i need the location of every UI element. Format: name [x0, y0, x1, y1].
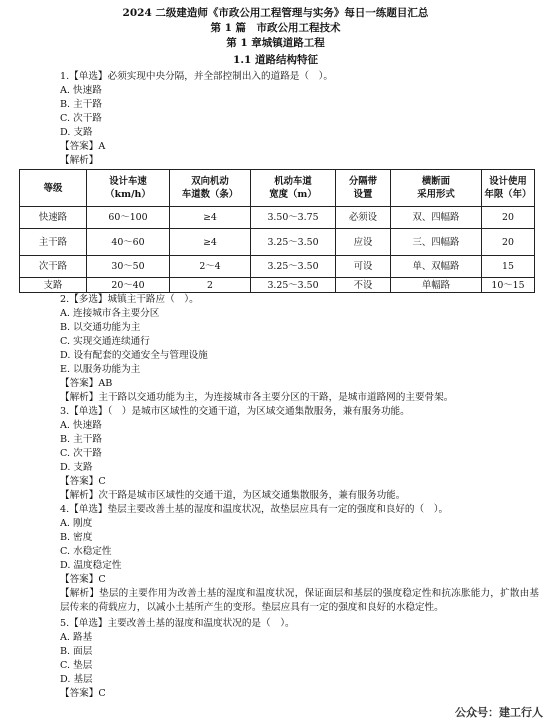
header-line: 分隔带 设置	[348, 176, 378, 200]
question-1-option-d: D. 支路	[60, 127, 93, 138]
table-header	[336, 170, 391, 207]
table-cell: 不设	[336, 278, 391, 293]
header-line: 横断面 采用形式	[417, 176, 455, 200]
table-cell: 次干路	[20, 256, 87, 278]
question-2-analysis: 【解析】主干路以交通功能为主，为连接城市各主要分区的干路，是城市道路网的主要骨架。	[60, 392, 454, 403]
table-cell: 应设	[336, 229, 391, 256]
table-cell: 双、四幅路	[391, 207, 482, 229]
header-line: 设计使用 年限（年）	[484, 176, 532, 200]
document-title: 2024 二级建造师《市政公用工程管理与实务》每日一练题目汇总	[122, 7, 429, 19]
question-2-option-b: B. 以交通功能为主	[60, 322, 141, 333]
question-1-stem: 1.【单选】必须实现中央分隔，并全部控制出入的道路是（ ）。	[60, 71, 333, 82]
table-cell: 2	[170, 278, 251, 293]
question-4-analysis: 【解析】垫层的主要作用为改善土基的湿度和温度状况，保证面层和基层的强度稳定性和抗冻胀能力，扩散由基层传来的荷载应力，以减小土基所产生的变形。垫层应具有一定的强度和良好的水稳定性。	[60, 588, 539, 613]
question-5-option-c: C. 垫层	[60, 660, 93, 671]
table-header	[391, 170, 482, 207]
table-cell: 30～50	[87, 256, 170, 278]
question-4-answer: 【答案】C	[60, 574, 106, 585]
question-2-option-c: C. 实现交通连续通行	[60, 336, 150, 347]
table-cell: 单幅路	[391, 278, 482, 293]
chapter-heading: 第 1 章城镇道路工程	[226, 37, 325, 49]
table-row	[20, 207, 535, 229]
question-3-option-c: C. 次干路	[60, 448, 102, 459]
question-5-option-a: A. 路基	[60, 632, 93, 643]
question-4-option-d: D. 温度稳定性	[60, 560, 122, 571]
question-5-option-b: B. 面层	[60, 646, 93, 657]
question-3-stem: 3.【单选】（ ）是城市区域性的交通干道，为区域交通集散服务，兼有服务功能。	[60, 406, 410, 417]
question-4-option-c: C. 水稳定性	[60, 546, 112, 557]
question-4-option-b: B. 密度	[60, 532, 93, 543]
table-row	[20, 278, 535, 293]
question-2-option-a: A. 连接城市各主要分区	[60, 308, 160, 319]
question-3-analysis: 【解析】次干路是城市区域性的交通干道，为区域交通集散服务，兼有服务功能。	[60, 490, 406, 501]
header-line: 双向机动 车道数（条）	[181, 176, 239, 200]
question-1-option-b: B. 主干路	[60, 99, 102, 110]
question-1-analysis: 【解析】	[60, 155, 99, 166]
table-header	[170, 170, 251, 207]
question-2-option-d: D. 设有配套的交通安全与管理设施	[60, 350, 208, 361]
question-4-stem: 4.【单选】垫层主要改善土基的湿度和温度状况，故垫层应具有一定的强度和良好的（ ）。	[60, 504, 449, 515]
table-cell: 单、双幅路	[391, 256, 482, 278]
question-1-option-a: A. 快速路	[60, 85, 102, 96]
question-2-stem: 2.【多选】城镇主干路应（ ）。	[60, 294, 199, 305]
road-grade-table	[19, 169, 535, 293]
question-5-answer: 【答案】C	[60, 688, 106, 699]
table-cell: ≥4	[170, 207, 251, 229]
question-5-stem: 5.【单选】主要改善土基的湿度和温度状况的是（ ）。	[60, 618, 295, 629]
section-heading: 1.1 道路结构特征	[233, 54, 318, 66]
watermark-text: 公众号：建工行人	[455, 706, 543, 719]
table-cell: 3.50～3.75	[251, 207, 336, 229]
table-cell: 15	[482, 256, 535, 278]
table-cell: 支路	[20, 278, 87, 293]
table-header: 等级	[20, 170, 87, 207]
table-cell: 可设	[336, 256, 391, 278]
question-2-option-e: E. 以服务功能为主	[60, 364, 141, 375]
table-cell: 40～60	[87, 229, 170, 256]
table-cell: 3.25～3.50	[251, 256, 336, 278]
header-line: 设计车速 （km/h）	[105, 176, 151, 200]
question-1-answer: 【答案】A	[60, 141, 106, 152]
question-3-option-a: A. 快速路	[60, 420, 102, 431]
question-3-option-b: B. 主干路	[60, 434, 102, 445]
question-3-answer: 【答案】C	[60, 476, 106, 487]
question-3-option-d: D. 支路	[60, 462, 93, 473]
table-cell: 20	[482, 229, 535, 256]
table-cell: 10～15	[482, 278, 535, 293]
table-cell: 3.25～3.50	[251, 278, 336, 293]
table-header-row	[20, 170, 535, 207]
table-cell: 20	[482, 207, 535, 229]
table-cell: 20～40	[87, 278, 170, 293]
question-5-option-d: D. 基层	[60, 674, 93, 685]
table-cell: 必须设	[336, 207, 391, 229]
table-cell: 2～4	[170, 256, 251, 278]
table-header	[251, 170, 336, 207]
question-2-answer: 【答案】AB	[60, 378, 113, 389]
table-cell: 快速路	[20, 207, 87, 229]
part-heading: 第 1 篇 市政公用工程技术	[210, 22, 341, 34]
table-cell: 3.25～3.50	[251, 229, 336, 256]
table-cell: 主干路	[20, 229, 87, 256]
table-cell: 三、四幅路	[391, 229, 482, 256]
question-1-option-c: C. 次干路	[60, 113, 102, 124]
question-4-option-a: A. 刚度	[60, 518, 93, 529]
table-cell: 60～100	[87, 207, 170, 229]
header-line: 机动车道 宽度（m）	[269, 176, 317, 200]
table-cell: ≥4	[170, 229, 251, 256]
table-row	[20, 256, 535, 278]
table-header	[87, 170, 170, 207]
table-row	[20, 229, 535, 256]
table-header	[482, 170, 535, 207]
